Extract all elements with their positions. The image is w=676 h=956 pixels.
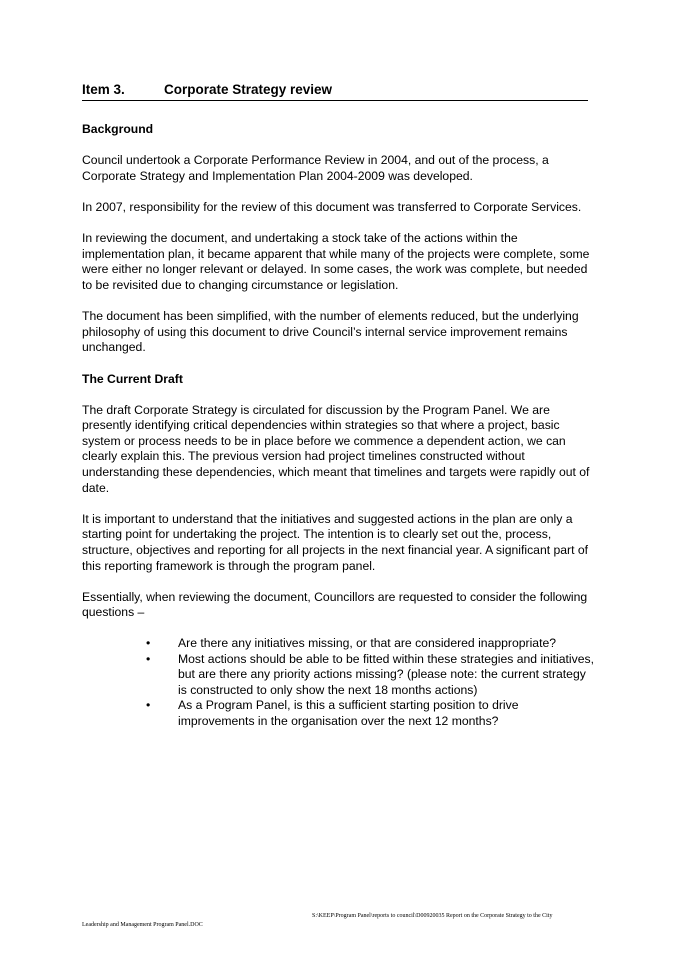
questions-list: [82, 636, 597, 730]
item-header: [82, 81, 588, 101]
list-item: [82, 636, 597, 652]
bullet-icon: •: [146, 651, 151, 666]
footer-file-name: Leadership and Management Program Panel.DOC: [82, 922, 203, 928]
background-paragraph-3: In reviewing the document, and undertaking a stock take of the actions within the implementation plan, it became apparent that while many of the projects were complete, some were either no longer relevant or delayed. In some cases, the work was complete, but needed to be revisited due to changing circumstance or legislation.: [82, 231, 590, 292]
draft-paragraph-2: It is important to understand that the initiatives and suggested actions in the plan are only a starting point for undertaking the project. The intention is to clearly set out the, process, structure, objectives and reporting for all projects in the next financial year. A significant part of this reporting framework is through the program panel.: [82, 511, 589, 573]
item-title: Corporate Strategy review: [164, 82, 333, 97]
list-item: [82, 652, 597, 699]
bullet-icon: •: [146, 636, 151, 650]
question-text: Most actions should be able to be fitted within these strategies and initiatives, but are there any priority actions missing? (please note: the current strategy is constructed to only show the next 18 months actions): [178, 651, 594, 697]
background-paragraph-2: In 2007, responsibility for the review of this document was transferred to Corporate Services.: [82, 199, 582, 214]
list-item: [82, 698, 597, 729]
draft-paragraph-3: Essentially, when reviewing the document, Councillors are requested to consider the following questions –: [82, 589, 588, 620]
bullet-icon: •: [146, 698, 151, 713]
background-paragraph-4: The document has been simplified, with the number of elements reduced, but the underlying philosophy of using this document to drive Council’s internal service improvement remains unchanged.: [82, 309, 579, 355]
footer-file-path: S:\KEEP\Program Panel\reports to council\D00920035 Report on the Corporate Strategy to the City: [312, 913, 553, 919]
draft-paragraph-1: The draft Corporate Strategy is circulated for discussion by the Program Panel. We are presently identifying critical dependencies within strategies so that where a project, basic system or process needs to be in place before we commence a dependent action, we can clearly explain this. The previous version had project timelines constructed without understanding these dependencies, which meant that timelines and targets were rapidly out of date.: [82, 402, 590, 495]
background-paragraph-1: Council undertook a Corporate Performance Review in 2004, and out of the process, a Corporate Strategy and Implementation Plan 2004-2009 was developed.: [82, 153, 549, 183]
item-number: Item 3.: [82, 82, 125, 97]
document-body: [82, 122, 597, 730]
question-text: Are there any initiatives missing, or that are considered inappropriate?: [178, 636, 557, 650]
current-draft-heading: The Current Draft: [82, 371, 183, 386]
question-text: As a Program Panel, is this a sufficient starting position to drive improvements in the organisation over the next 12 months?: [178, 698, 519, 728]
background-heading: Background: [82, 122, 154, 136]
